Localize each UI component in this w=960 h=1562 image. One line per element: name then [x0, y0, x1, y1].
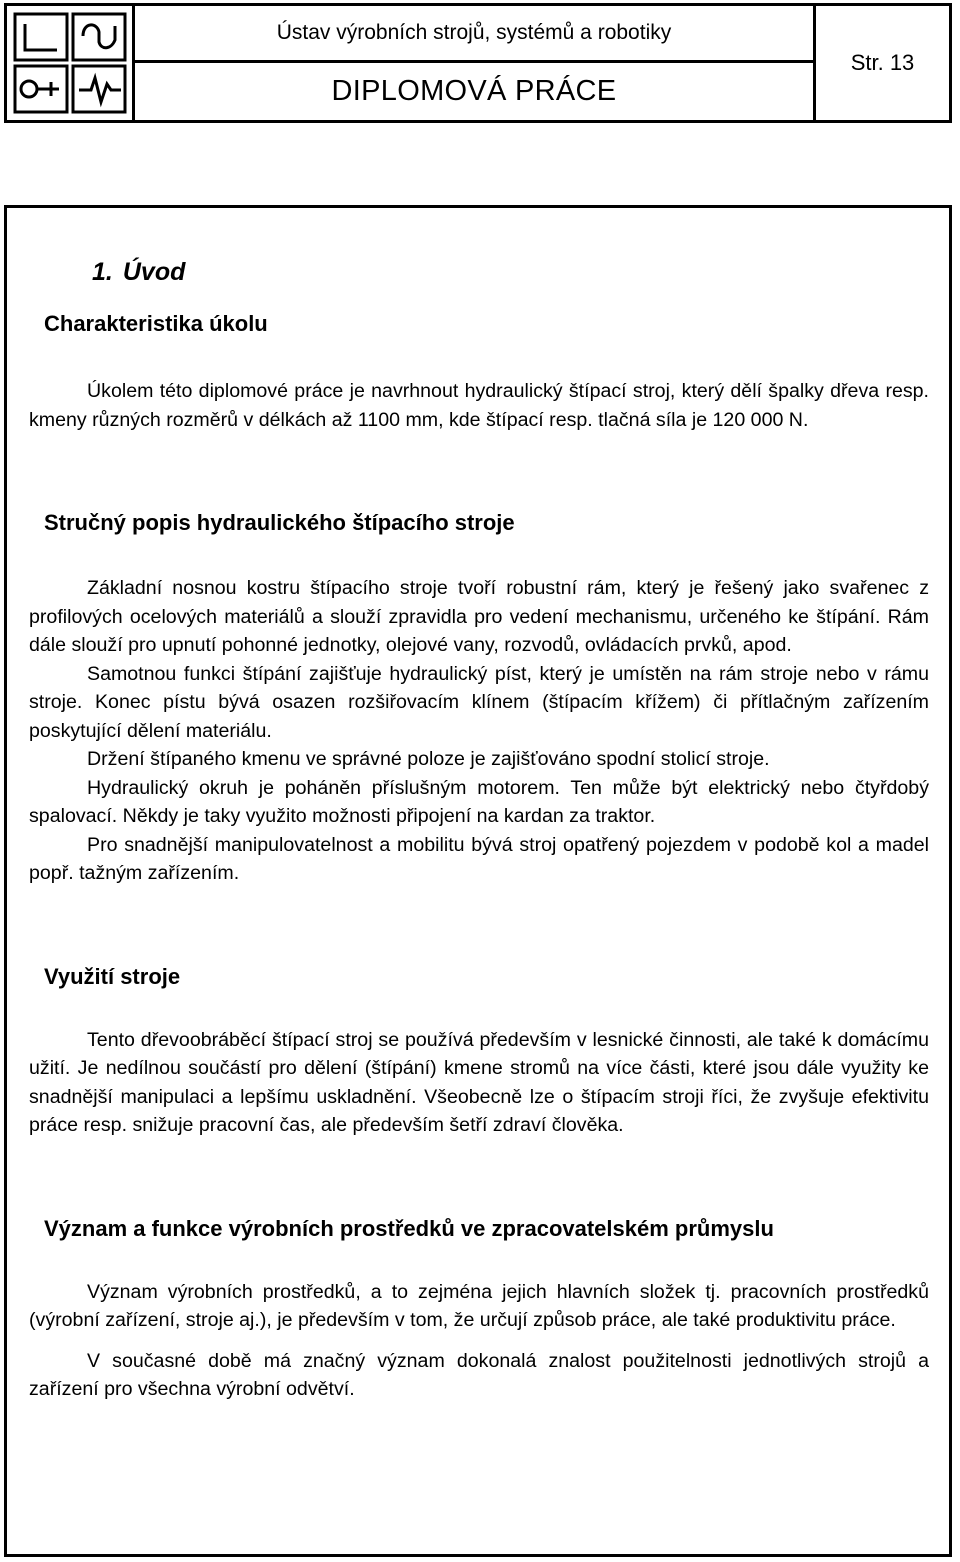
- page-number: Str. 13: [813, 6, 949, 120]
- institute-logo-graphic: [7, 6, 132, 120]
- institute-logo: [7, 6, 135, 120]
- paragraph: Držení štípaného kmenu ve správné poloze je zajišťováno spodní stolicí stroje.: [87, 748, 770, 770]
- section-body: [29, 377, 929, 434]
- paragraph: Pro snadnější manipulovatelnost a mobilitu bývá stroj opatřený pojezdem v podobě kol a madel popř. tažným zařízením.: [29, 833, 929, 884]
- paragraph: Hydraulický okruh je poháněn příslušným motorem. Ten může být elektrický nebo čtyřdobý spalovací. Někdy je taky využito možnosti připojení na kardan za traktor.: [29, 776, 929, 827]
- section-heading: Stručný popis hydraulického štípacího stroje: [44, 510, 515, 535]
- chapter-number: 1.: [92, 258, 113, 286]
- section-heading: Význam a funkce výrobních prostředků ve zpracovatelském průmyslu: [44, 1215, 774, 1241]
- institute-name: Ústav výrobních strojů, systémů a robotiky: [135, 6, 813, 63]
- paragraph: Samotnou funkci štípání zajišťuje hydraulický píst, který je umístěn na rám stroje nebo v rámu stroje. Konec pístu bývá osazen rozšiřovacím klínem (štípacím křížem) či přítlačným zařízením poskytující dělení materiálu.: [29, 662, 929, 742]
- document-type: DIPLOMOVÁ PRÁCE: [331, 75, 617, 107]
- paragraph: Úkolem této diplomové práce je navrhnout hydraulický štípací stroj, který dělí špalky dřeva resp. kmeny různých rozměrů v délkách až 1100 mm, kde štípací resp. tlačná síla je 120 000 N.: [29, 380, 929, 431]
- paragraph: Základní nosnou kostru štípacího stroje tvoří robustní rám, který je řešený jako svařenec z profilových ocelových materiálů a slouží zpravidla pro vedení mechanismu, určeného ke štípání. Rám dále slouží pro upnutí pohonné jednotky, olejové vany, rozvodů, ovládacích prvků, apod.: [29, 577, 929, 656]
- section-body: [29, 1026, 929, 1140]
- chapter-heading: [92, 258, 929, 287]
- paragraph: V současné době má značný význam dokonalá znalost použitelnosti jednotlivých strojů a zařízení pro všechna výrobní odvětví.: [29, 1349, 929, 1400]
- section-heading: Charakteristika úkolu: [44, 311, 268, 336]
- page-content: [29, 258, 929, 1404]
- section-body: [29, 1278, 929, 1404]
- page-header: [4, 3, 952, 123]
- paragraph: Tento dřevoobráběcí štípací stroj se používá především v lesnické činnosti, ale také k domácímu užití. Je nedílnou součástí pro dělení (štípání) kmene stromů na více části, které jsou dále využity ke snadnější manipulaci a lepšímu uskladnění. Všeobecně lze o štípacím stroji říci, že zvyšuje efektivitu práce resp. snižuje pracovní čas, ale především šetří zdraví člověka.: [29, 1028, 929, 1136]
- chapter-title: Úvod: [122, 258, 186, 286]
- paragraph: Význam výrobních prostředků, a to zejména jejich hlavních složek tj. pracovních prostředků (výrobní zařízení, stroje aj.), je především v tom, že určují způsob práce, ale také produktivitu práce.: [29, 1280, 929, 1331]
- section-body: [29, 574, 929, 888]
- section-heading: Využití stroje: [44, 963, 181, 989]
